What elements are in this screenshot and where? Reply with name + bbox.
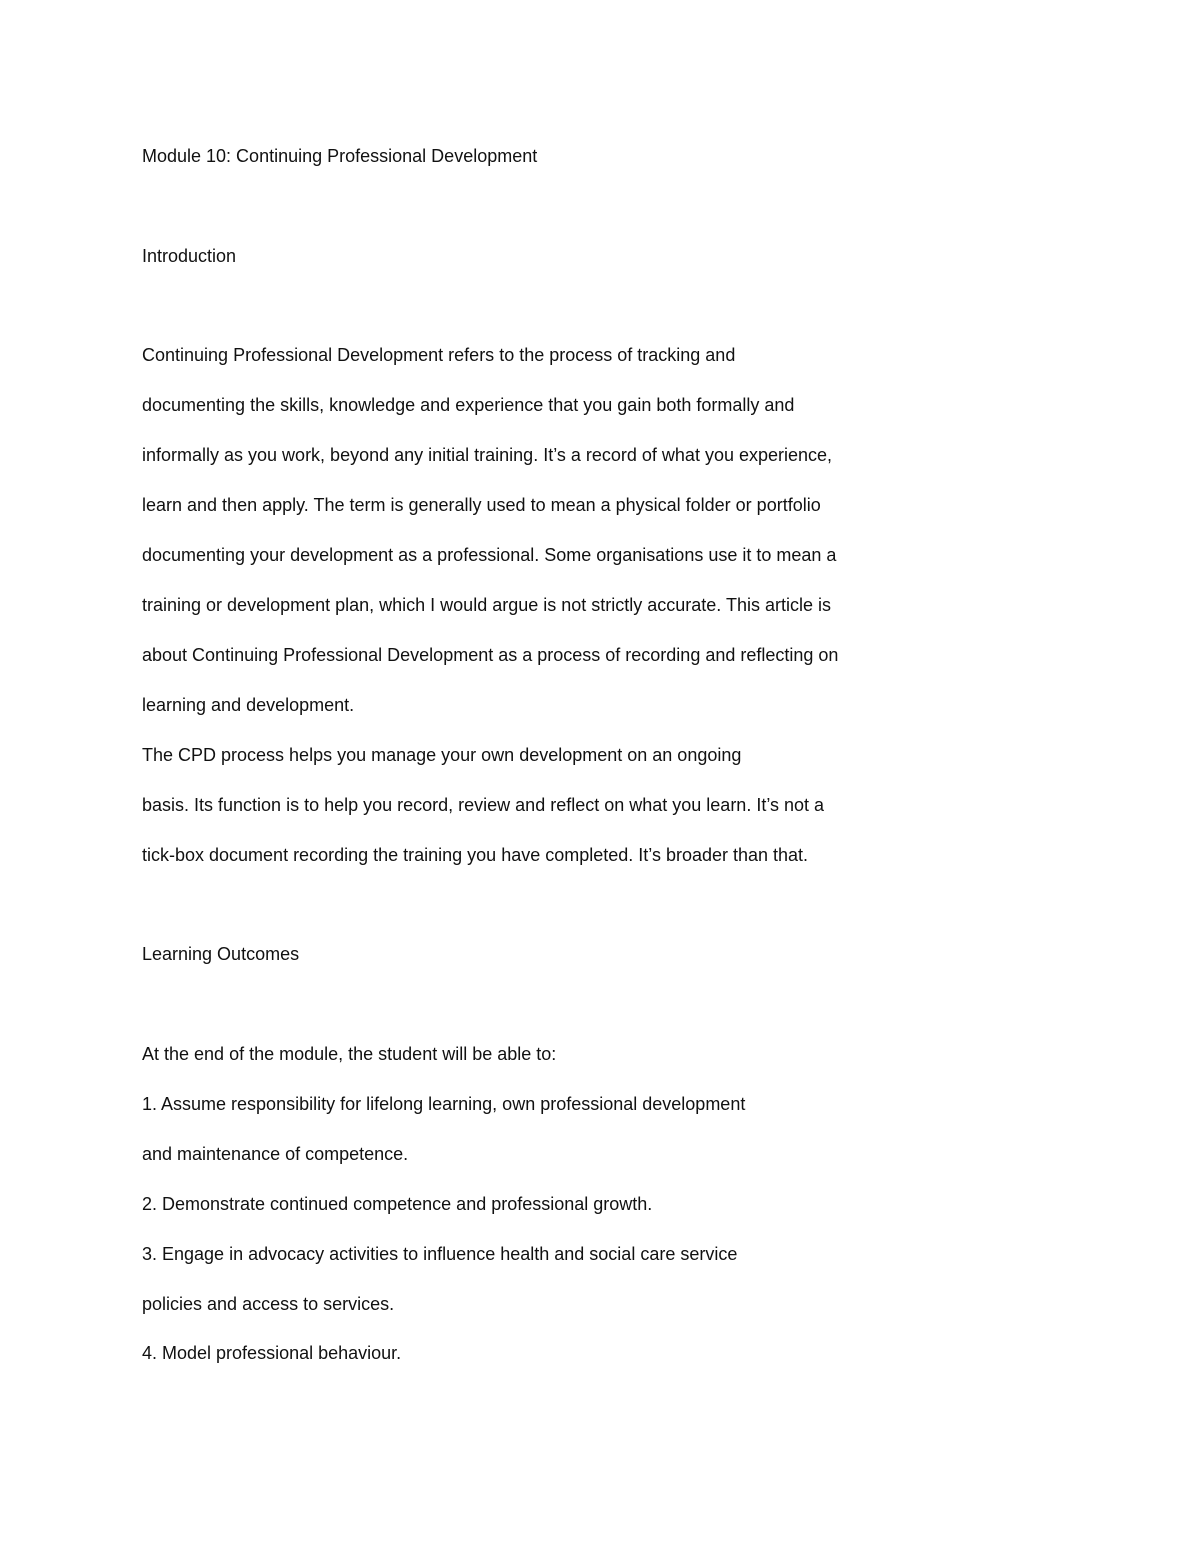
outcome-line: 2. Demonstrate continued competence and professional growth. (142, 1194, 653, 1214)
intro-line: Continuing Professional Development refers to the process of tracking and (142, 345, 736, 365)
intro-line: tick-box document recording the training you have completed. It’s broader than that. (142, 845, 809, 865)
learning-outcomes-heading: Learning Outcomes (142, 944, 300, 964)
introduction-heading: Introduction (142, 246, 237, 266)
outcome-line: 4. Model professional behaviour. (142, 1343, 402, 1363)
outcome-line: 3. Engage in advocacy activities to influence health and social care service (142, 1244, 738, 1264)
intro-line: learn and then apply. The term is generally used to mean a physical folder or portfolio (142, 495, 821, 515)
outcomes-intro-line: At the end of the module, the student will be able to: (142, 1044, 557, 1064)
intro-line: training or development plan, which I would argue is not strictly accurate. This article is (142, 595, 831, 615)
outcome-line: policies and access to services. (142, 1294, 395, 1314)
intro-line: documenting your development as a professional. Some organisations use it to mean a (142, 545, 837, 565)
intro-line: basis. Its function is to help you record, review and reflect on what you learn. It’s not a (142, 795, 825, 815)
intro-line: informally as you work, beyond any initial training. It’s a record of what you experience, (142, 445, 833, 465)
intro-line: documenting the skills, knowledge and experience that you gain both formally and (142, 395, 795, 415)
intro-line: learning and development. (142, 695, 355, 715)
outcome-line: and maintenance of competence. (142, 1144, 409, 1164)
intro-line: The CPD process helps you manage your own development on an ongoing (142, 745, 742, 765)
intro-line: about Continuing Professional Development as a process of recording and reflecting on (142, 645, 839, 665)
outcome-line: 1. Assume responsibility for lifelong learning, own professional development (142, 1094, 746, 1114)
document-title: Module 10: Continuing Professional Development (142, 146, 538, 166)
